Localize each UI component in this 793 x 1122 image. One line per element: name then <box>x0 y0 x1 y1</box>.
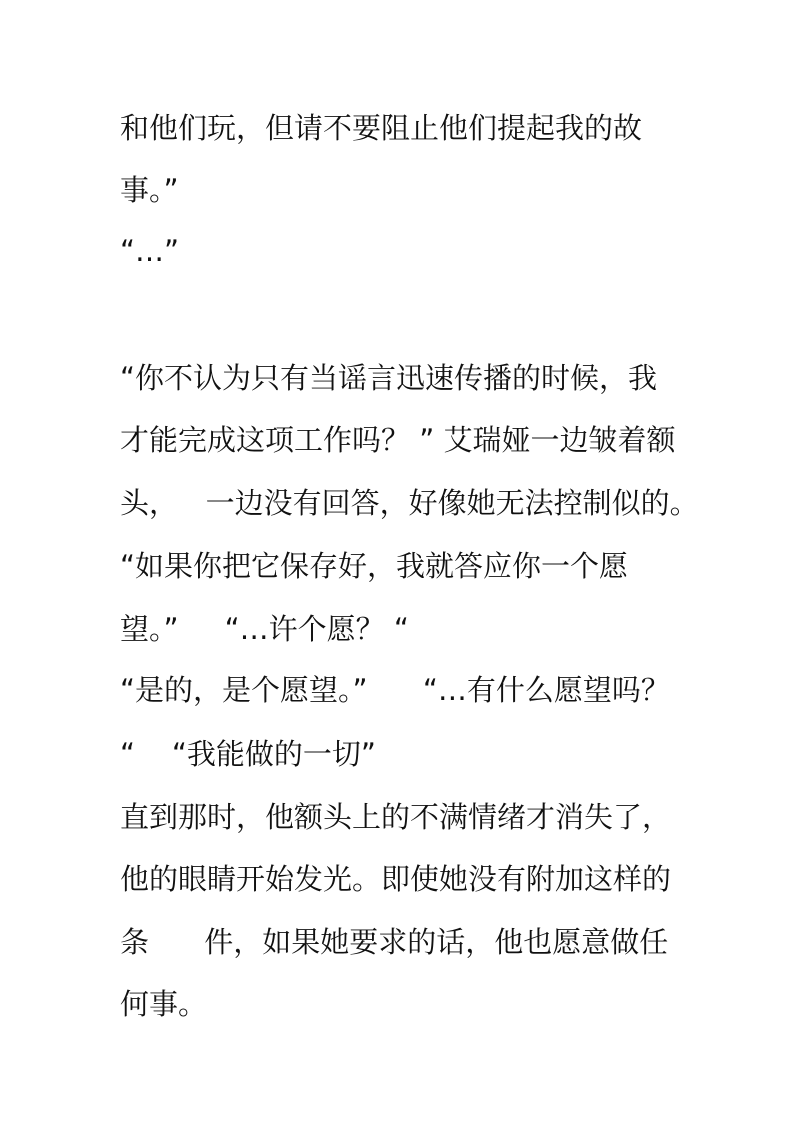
text-line-3: “…” <box>120 234 180 268</box>
text-line-4: “你不认为只有当谣言迅速传播的时候，我 <box>120 361 658 395</box>
text-line-13: 条 件，如果她要求的话，他也愿意做任 <box>120 925 669 959</box>
text-line-6: 头， 一边没有回答，好像她无法控制似的。 <box>120 486 699 520</box>
text-line-10: “ “我能做的一切” <box>120 737 376 771</box>
text-line-11: 直到那时，他额头上的不满情绪才消失了， <box>120 800 672 834</box>
text-line-5: 才能完成这项工作吗？ ” 艾瑞娅一边皱着额 <box>120 423 676 457</box>
text-line-8: 望。” “…许个愿？ “ <box>120 612 409 646</box>
text-line-7: “如果你把它保存好，我就答应你一个愿 <box>120 549 629 583</box>
text-line-14: 何事。 <box>120 987 208 1021</box>
text-line-2: 事。” <box>120 173 179 207</box>
text-line-1: 和他们玩，但请不要阻止他们提起我的故 <box>120 111 643 145</box>
text-line-12: 他的眼睛开始发光。即使她没有附加这样的 <box>120 862 672 896</box>
text-line-9: “是的，是个愿望。” “…有什么愿望吗？ <box>120 673 670 707</box>
